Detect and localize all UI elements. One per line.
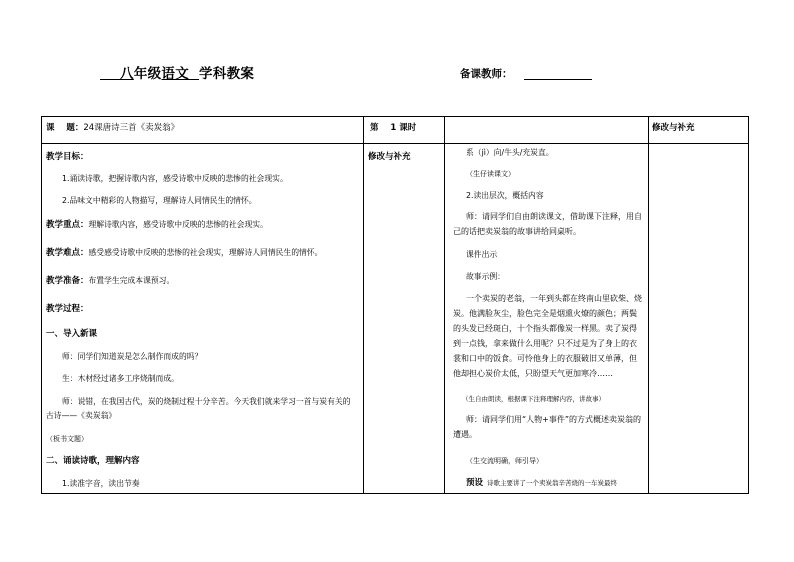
col-divider-1 <box>363 116 364 494</box>
preset-label: 预设 <box>466 478 484 488</box>
teacher-task: 师：请同学们自由朗读课文，借助课下注释，用自己的话把卖炭翁的故事讲给同桌听。 <box>453 212 642 236</box>
section-1: 一、导入新课 <box>46 329 98 339</box>
teacher-label: 备课教师： <box>460 68 513 80</box>
preset <box>466 477 617 489</box>
page-title <box>100 62 254 82</box>
col-divider-2 <box>444 116 445 494</box>
teacher-intro-line-2: 古诗——《卖炭翁》 <box>46 411 117 420</box>
lesson-title-cell <box>46 122 179 134</box>
header-row-divider <box>41 143 749 144</box>
step-2: 2.读出层次，概括内容 <box>466 191 544 200</box>
preparation <box>46 275 174 287</box>
key-text: 理解诗歌内容，感受诗歌中反映的悲惨的社会现实。 <box>88 220 268 229</box>
poem-line: 系（jì）向/牛头/充炭直。 <box>466 148 554 157</box>
teacher-question: 师：同学们知道炭是怎么制作而成的吗？ <box>62 352 203 361</box>
revision-header: 修改与补充 <box>652 123 695 133</box>
section-2: 二、诵读诗歌，理解内容 <box>46 456 140 466</box>
title-suffix: 学科教案 <box>199 66 255 82</box>
board-note: （板书文题） <box>46 435 88 443</box>
lesson-value: 24课唐诗三首《卖炭翁》 <box>83 123 180 133</box>
reading-note: （生仔读课文） <box>466 170 515 178</box>
difficulty-label: 教学难点： <box>46 248 89 258</box>
story-example: 一个卖炭的老翁，一年到头都在终南山里砍柴、烧炭。他满脸灰尘，脸色完全是烟熏火燎的颜色；两鬓的头发已经斑白，十个指头都像炭一样黑。卖了炭得到一点钱，拿来做什么用呢？只不过是为了身上的衣裳和口中的饭食。可怜他身上的衣服破旧又单薄，但他却担心炭价太低，只盼望天气更加寒冷…… <box>453 294 642 378</box>
objective-2: 2.品味文中精彩的人物描写，理解诗人同情民生的情怀。 <box>62 196 257 205</box>
difficulties <box>46 247 322 259</box>
discussion-note: （生交流明确，师引导） <box>466 457 543 465</box>
key-points <box>46 219 268 231</box>
teacher-blank-line <box>524 79 592 80</box>
step-1: 1.读准字音，读出节奏 <box>62 479 140 488</box>
reading-note-2: （生自由朗读，根据课下注释理解内容，讲故事） <box>462 395 605 403</box>
title-blank <box>100 66 120 82</box>
student-answer: 生：木材经过诸多工序烧制而成。 <box>62 374 179 383</box>
courseware-label: 课件出示 <box>466 250 498 259</box>
objective-1: 1.诵读诗歌，把握诗歌内容，感受诗歌中反映的悲惨的社会现实。 <box>62 174 288 183</box>
col-divider-3 <box>648 116 649 494</box>
period-cell: 第 1 课时 <box>370 123 417 133</box>
lesson-label: 课 题： <box>46 123 84 133</box>
middle-revision-label: 修改与补充 <box>368 152 411 162</box>
teacher-intro-line-1: 师：说错，在我国古代，炭的烧制过程十分辛苦。今天我们就来学习一首与炭有关的 <box>62 397 351 406</box>
difficulty-text: 感受感受诗歌中反映的悲惨的社会现实，理解诗人同情民生的情怀。 <box>88 248 323 257</box>
preset-text: 诗歌主要讲了一个卖炭翁辛苦烧的一车炭最终 <box>487 479 618 487</box>
example-label: 故事示例： <box>466 272 505 281</box>
prep-text: 布置学生完成本课预习。 <box>88 276 175 285</box>
grade-suffix: 年级 <box>133 66 162 82</box>
grade: 八 <box>120 66 134 82</box>
subject: 语文 <box>161 66 190 82</box>
prep-label: 教学准备： <box>46 276 89 286</box>
teacher-task-2: 师：请同学们用“人物+事件”的方式概述卖炭翁的遭遇。 <box>453 415 641 439</box>
process-label: 教学过程： <box>46 304 89 314</box>
key-label: 教学重点： <box>46 220 89 230</box>
objectives-label: 教学目标： <box>46 152 89 162</box>
